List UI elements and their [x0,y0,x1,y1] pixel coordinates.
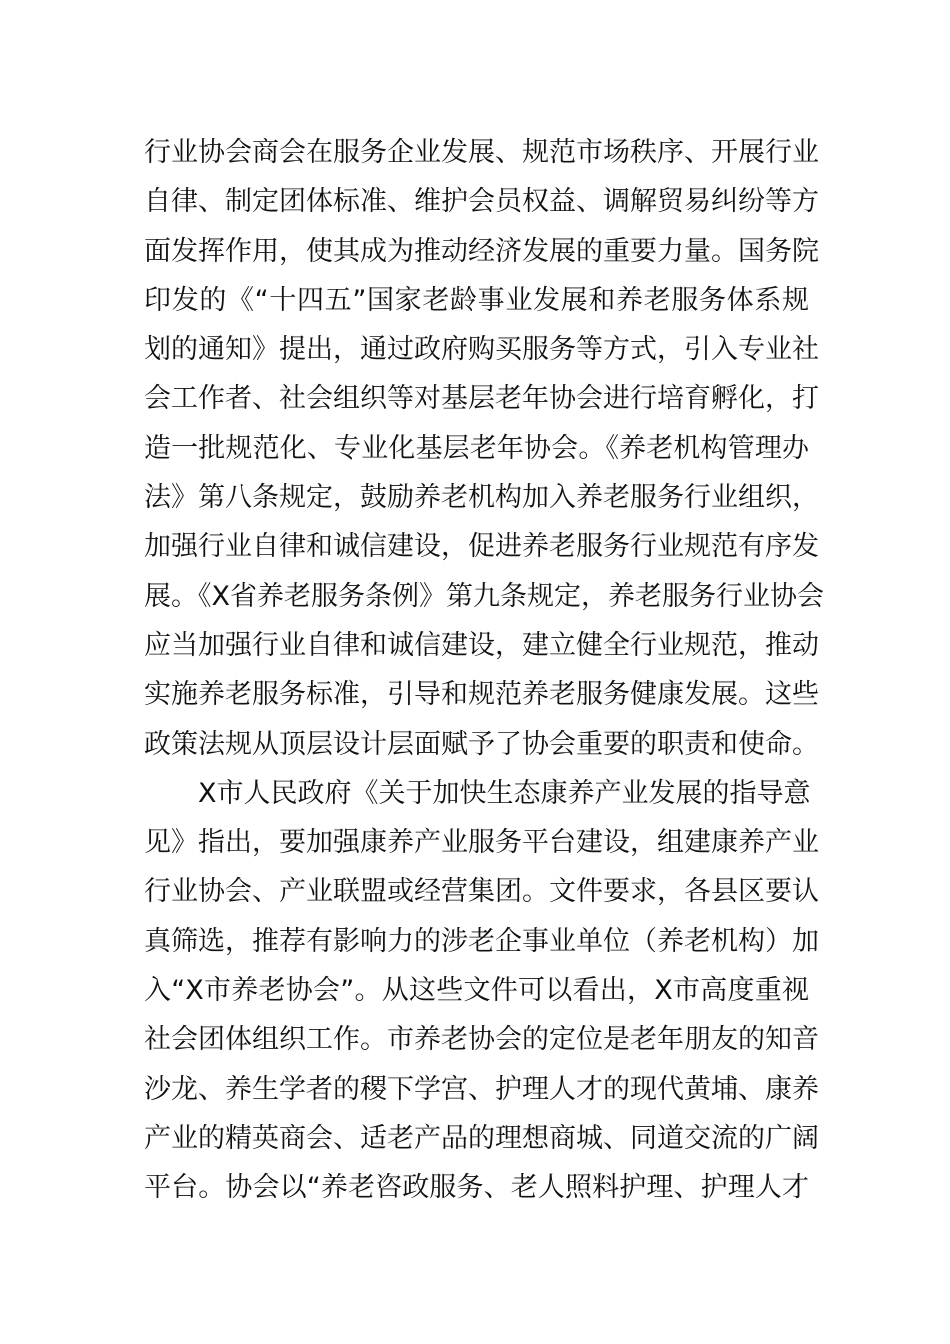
text-line: 见》指出，要加强康养产业服务平台建设，组建康养产业 [144,827,819,859]
text-line: 沙龙、养生学者的稷下学宫、护理人才的现代黄埔、康养 [144,1073,819,1105]
text-line: 面发挥作用，使其成为推动经济发展的重要力量。国务院 [144,235,819,267]
text-line: 划的通知》提出，通过政府购买服务等方式，引入专业社 [144,334,819,366]
body-text [144,128,824,1213]
text-line: 行业协会商会在服务企业发展、规范市场秩序、开展行业 [144,137,819,168]
text-line: 自律、制定团体标准、维护会员权益、调解贸易纠纷等方 [144,186,819,218]
text-line: 实施养老服务标准，引导和规范养老服务健康发展。这些 [144,679,819,711]
text-line: 行业协会、产业联盟或经营集团。文件要求，各县区要认 [144,876,819,908]
paragraph-first-line: X市人民政府《关于加快生态康养产业发展的指导意 [198,777,811,809]
text-line: 造一批规范化、专业化基层老年协会。《养老机构管理办 [144,432,809,464]
text-line: 入“X市养老协会”。从这些文件可以看出，X市高度重视 [144,975,809,1007]
text-line: 展。《X省养老服务条例》第九条规定，养老服务行业协会 [144,580,824,612]
text-line: 应当加强行业自律和诚信建设，建立健全行业规范，推动 [144,629,819,661]
text-line: 平台。协会以“养老咨政服务、老人照料护理、护理人才 [144,1172,809,1204]
text-line: 会工作者、社会组织等对基层老年协会进行培育孵化，打 [144,383,819,415]
text-line: 产业的精英商会、适老产品的理想商城、同道交流的广阔 [144,1122,819,1154]
text-line: 社会团体组织工作。市养老协会的定位是老年朋友的知音 [144,1024,819,1056]
text-line: 政策法规从顶层设计层面赋予了协会重要的职责和使命。 [144,728,819,760]
text-line: 印发的《“十四五”国家老龄事业发展和养老服务体系规 [144,284,809,316]
text-line: 法》第八条规定，鼓励养老机构加入养老服务行业组织， [144,482,819,514]
text-line: 真筛选，推荐有影响力的涉老企事业单位（养老机构）加 [144,925,819,957]
text-line: 加强行业自律和诚信建设，促进养老服务行业规范有序发 [144,531,819,563]
